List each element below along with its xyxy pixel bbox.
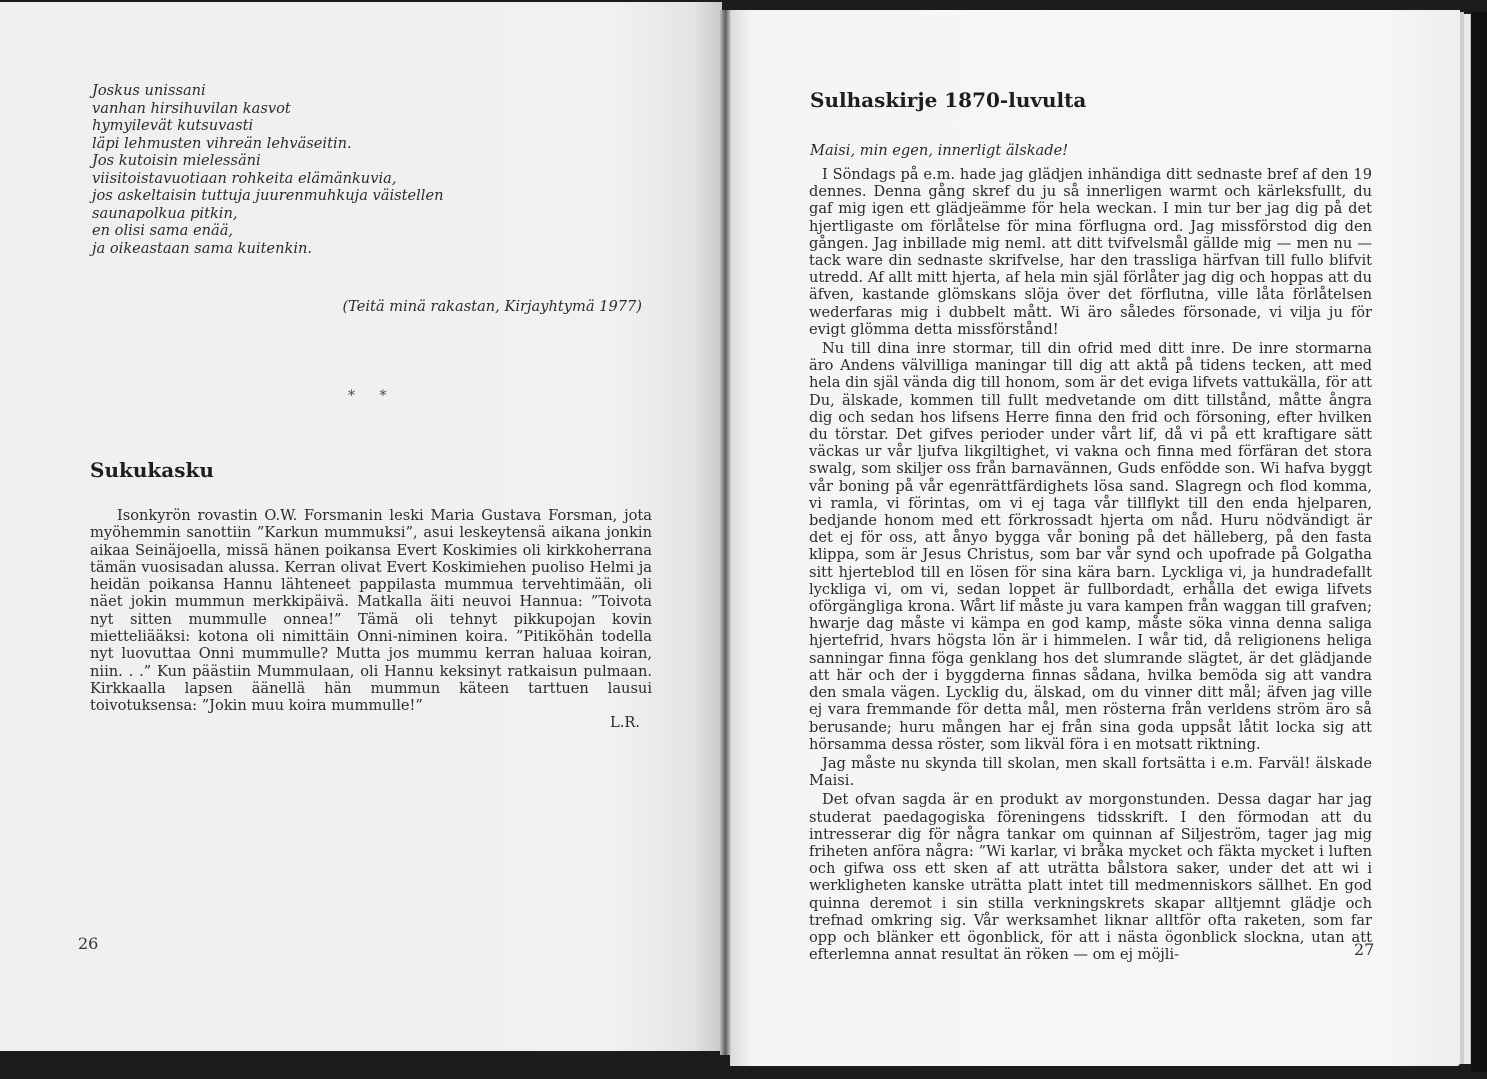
poem-line: en olisi sama enää, (92, 222, 234, 239)
letter-salutation: Maisi, min egen, innerligt älskade! (810, 142, 1069, 159)
poem-line: saunapolkua pitkin, (92, 204, 238, 222)
anecdote-paragraph: Isonkyrön rovastin O.W. Forsmanin leski Maria Gustava Forsman, jota myöhemmin sanottiin ”Karkun mummuksi”, asui leskeytensä aikana jonkin aikaa Seinäjoella, missä hänen poikansa Evert Koskimies oli kirkkoherrana tämän vuosisadan alussa. Kerran olivat Evert Koskimiehen puoliso Helmi ja heidän poikansa Hannu lähteneet pappilasta mummua tervehtimään, oli näet jokin mummun merkkipäivä. Matkalla äiti neuvoi Hannua: ”Toivota nyt sitten mummulle onnea!” Tämä oli tehnyt pikkupojan kovin mietteliääksi: kotona oli nimittäin Onni-niminen koira. ”Pitiköhän todella nyt luovuttaa Onni mummulle? Mutta jos mummu kerran haluaa koiran, niin. . .” Kun päästiin Mummulaan, oli Hannu keksinyt ratkaisun pulmaan. Kirkkaalla lapsen äänellä hän mummun käteen tarttuen lausui toivotuksensa: ”Jokin muu koira mummulle!” (90, 507, 652, 715)
left-page (0, 2, 722, 1051)
page-number: 27 (1354, 940, 1375, 959)
poem-line: ja oikeastaan sama kuitenkin. (92, 239, 313, 257)
anecdote (90, 507, 652, 715)
letter-paragraph: Jag måste nu skynda till skolan, men skall fortsätta i e.m. Farväl! älskade Maisi. (809, 754, 1372, 790)
poem-line: viisitoistavuotiaan rohkeita elämänkuvia, (92, 169, 397, 187)
poem-line: läpi lehmusten vihreän lehväseitin. (92, 134, 352, 152)
article-heading: Sulhaskirje 1870-luvulta (810, 88, 1087, 112)
poem-line: jos askeltaisin tuttuja juurenmuhkuja väistellen (92, 187, 444, 204)
author-signature: L.R. (610, 714, 640, 731)
book-gutter (720, 10, 732, 1055)
poem (92, 82, 612, 257)
page-number: 26 (78, 934, 99, 953)
poem-line: vanhan hirsihuvilan kasvot (92, 99, 291, 117)
page-edge (1464, 14, 1471, 1064)
poem-line: Jos kutoisin mielessäni (92, 152, 261, 169)
letter-paragraph: I Söndags på e.m. hade jag glädjen inhändiga ditt sednaste bref af den 19 dennes. Denna gång skref du ju så innerligen warmt och kärleksfullt, du gaf mig igen ett glädjeämme för hela weckan. I min tur ber jag dig på det hjertligaste om förlåtelse för mina förflugna ord. Jag missförstod dig den gången. Jag inbillade mig neml. att ditt tvifvelsmål gällde mig — men nu — tack ware din sednaste skrifvelse, har den trassliga härfvan till fullo blifvit utredd. Af allt mitt hjerta, af hela min själ förlåter jag dig och hoppas att du äfven, kastande glömskans slöja över det förflutna, ville låta förlåtelsen wederfaras mig i dubbelt mått. Wi äro således försonade, vi vilja ju för evigt glömma detta missförstånd! (809, 166, 1372, 338)
background-edge (1471, 12, 1487, 1072)
letter-body (809, 166, 1375, 965)
section-heading: Sukukasku (90, 458, 214, 482)
letter-paragraph: Nu till dina inre stormar, till din ofrid med ditt inre. De inre stormarna äro Andens välvilliga maningar till dig att aktå på tidens tecken, att med hela din själ vända dig till honom, som är det eviga lifvets vattukälla, för att Du, älskade, kommen till fullt medvetande om ditt tillstånd, måtte ångra dig och sedan hos lifsens Herre finna den frid och försoning, efter hvilken du törstar. Det gifves perioder under vårt lif, då vi på ett kraftigare sätt väckas ur vår ljufva likgiltighet, vi vakna och finna med förfäran det stora swalg, som skiljer oss från barnavännen, Guds enfödde son. Wi hafva byggt vår boning på vår egenrättfärdighets lösa sand. Slagregn och flod komma, vi ramla, vi förintas, om vi ej taga vår tillflykt till den enda hjelparen, bedjande honom med ett förkrossadt hjerta om nåd. Huru nödvändigt är det ej för oss, att ånyo bygga vår boning på det hälleberg, på den fasta klippa, som är Jesus Christus, som bar vår synd och upofrade på Golgatha sitt hjerteblod till en lösen för sina kära barn. Lyckliga vi, ja hundradefallt lyckliga vi, om vi, sedan loppet är fullbordadt, erhålla det ewiga lifvets oförgängliga krona. Wårt lif måste ju vara kampen från waggan till grafven; hwarje dag måste vi kämpa en god kamp, måste söka vinna denna saliga hjertefrid, hvars högsta lön är i himmelen. I wår tid, då religionens heliga sanningar finna föga genklang hos det slumrande slägtet, är det glädjande att här och der i byggderna finnas sådana, hvilka bemöda sig att vandra den smala vägen. Lycklig du, älskad, om du vinner ditt mål; äfven jag ville ej vara fremmande för detta mål, men rösterna från verldens ström äro så berusande; huru mången har ej från sina goda uppsåt låtit locka sig att hörsamma dessa röster, som likväl föra i en motsatt riktning. (809, 340, 1372, 753)
poem-source: (Teitä minä rakastan, Kirjayhtymä 1977) (342, 298, 642, 315)
letter-paragraph: Det ofvan sagda är en produkt av morgonstunden. Dessa dagar har jag studerat paedagogiska föreningens tidsskrift. I den förmodan att du intresserar dig för några tankar om quinnan af Siljeström, tager jag mig friheten anföra några: ”Wi karlar, vi bråka mycket och fäkta mycket i luften och gifwa oss ett sken af att uträtta bålstora saker, under det att wi i werkligheten kanske uträtta platt intet till medmenniskors sällhet. En god quinna deremot i sin stilla verkningskrets skapar alltjemnt glädje och trefnad omkring sig. Vår werksamhet liknar alltför ofta raketen, som far opp och blänker ett ögonblick, för att i nästa ögonblick slockna, utan att efterlemna annat resultat än röken — om ej möjli- (809, 791, 1372, 964)
poem-line: hymyilevät kutsuvasti (92, 117, 254, 134)
section-separator: * * (348, 388, 397, 404)
poem-line: Joskus unissani (92, 82, 206, 99)
